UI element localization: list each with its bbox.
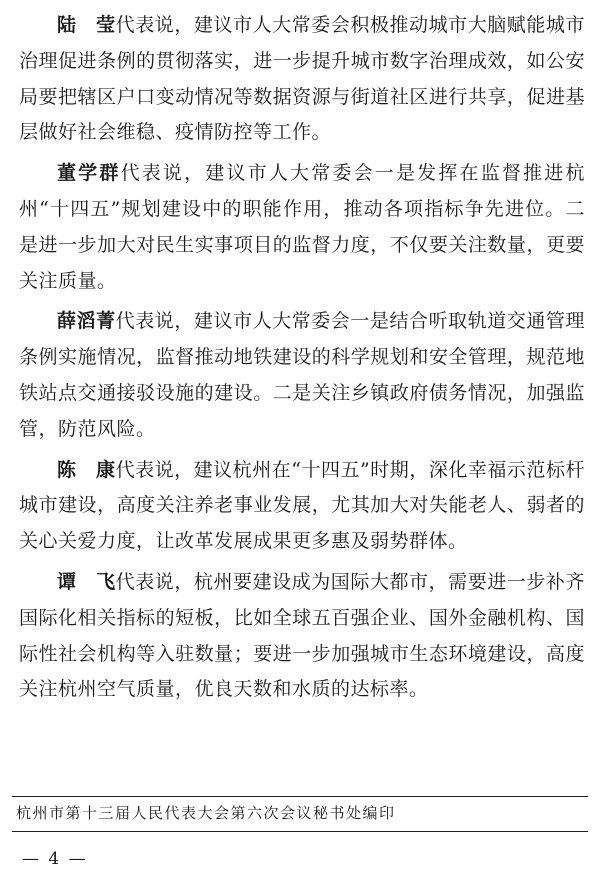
speech-paragraph-xue-taojing [19, 304, 585, 447]
footer-bottom-rule [12, 831, 588, 832]
speech-text: 代表说，杭州要建设成为国际大都市，需要进一步补齐国际化相关指标的短板，比如全球五百强企业、国外金融机构、国际性社会机构等入驻数量；要进一步加强城市生态环境建设，高度关注杭州空气质量，优良天数和水质的达标率。 [19, 570, 585, 701]
speaker-name: 陈 康 [57, 458, 116, 481]
speech-text: 代表说，建议市人大常委会一是发挥在监督推进杭州“十四五”规划建设中的职能作用，推动各项指标争先进位。二是进一步加大对民生实事项目的监督力度，不仅要关注数量，更要关注质量。 [19, 162, 585, 292]
speaker-name: 谭 飞 [57, 570, 116, 593]
speech-text: 代表说，建议市人大常委会一是结合听取轨道交通管理条例实施情况，监督推动地铁建设的科学规划和安全管理，规范地铁站点交通接驳设施的建设。二是关注乡镇政府债务情况，加强监管，防范风险。 [19, 310, 585, 440]
speaker-name: 陆 莹 [57, 14, 116, 36]
speech-paragraph-lu-ying [19, 8, 585, 151]
speech-paragraph-dong-xuequn [19, 156, 585, 299]
speech-text: 代表说，建议市人大常委会积极推动城市大脑赋能城市治理促进条例的贯彻落实，进一步提升城市数字治理成效，如公安局要把辖区户口变动情况等数据资源与街道社区进行共享，促进基层做好社会维稳、疫情防控等工作。 [19, 14, 585, 144]
footer-publisher: 杭州市第十三届人民代表大会第六次会议秘书处编印 [16, 804, 396, 822]
speaker-name: 董学群 [57, 162, 121, 185]
page-number: — 4 — [22, 849, 88, 869]
speech-text: 代表说，建议杭州在“十四五”时期，深化幸福示范标杆城市建设，高度关注养老事业发展，尤其加大对失能老人、弱者的关心关爱力度，让改革发展成果更多惠及弱势群体。 [19, 458, 585, 553]
footer-top-rule [12, 796, 588, 797]
speech-paragraph-chen-kang [19, 453, 585, 560]
speaker-name: 薛滔菁 [57, 310, 116, 333]
document-body [19, 8, 585, 713]
speech-paragraph-tan-fei [19, 565, 585, 708]
